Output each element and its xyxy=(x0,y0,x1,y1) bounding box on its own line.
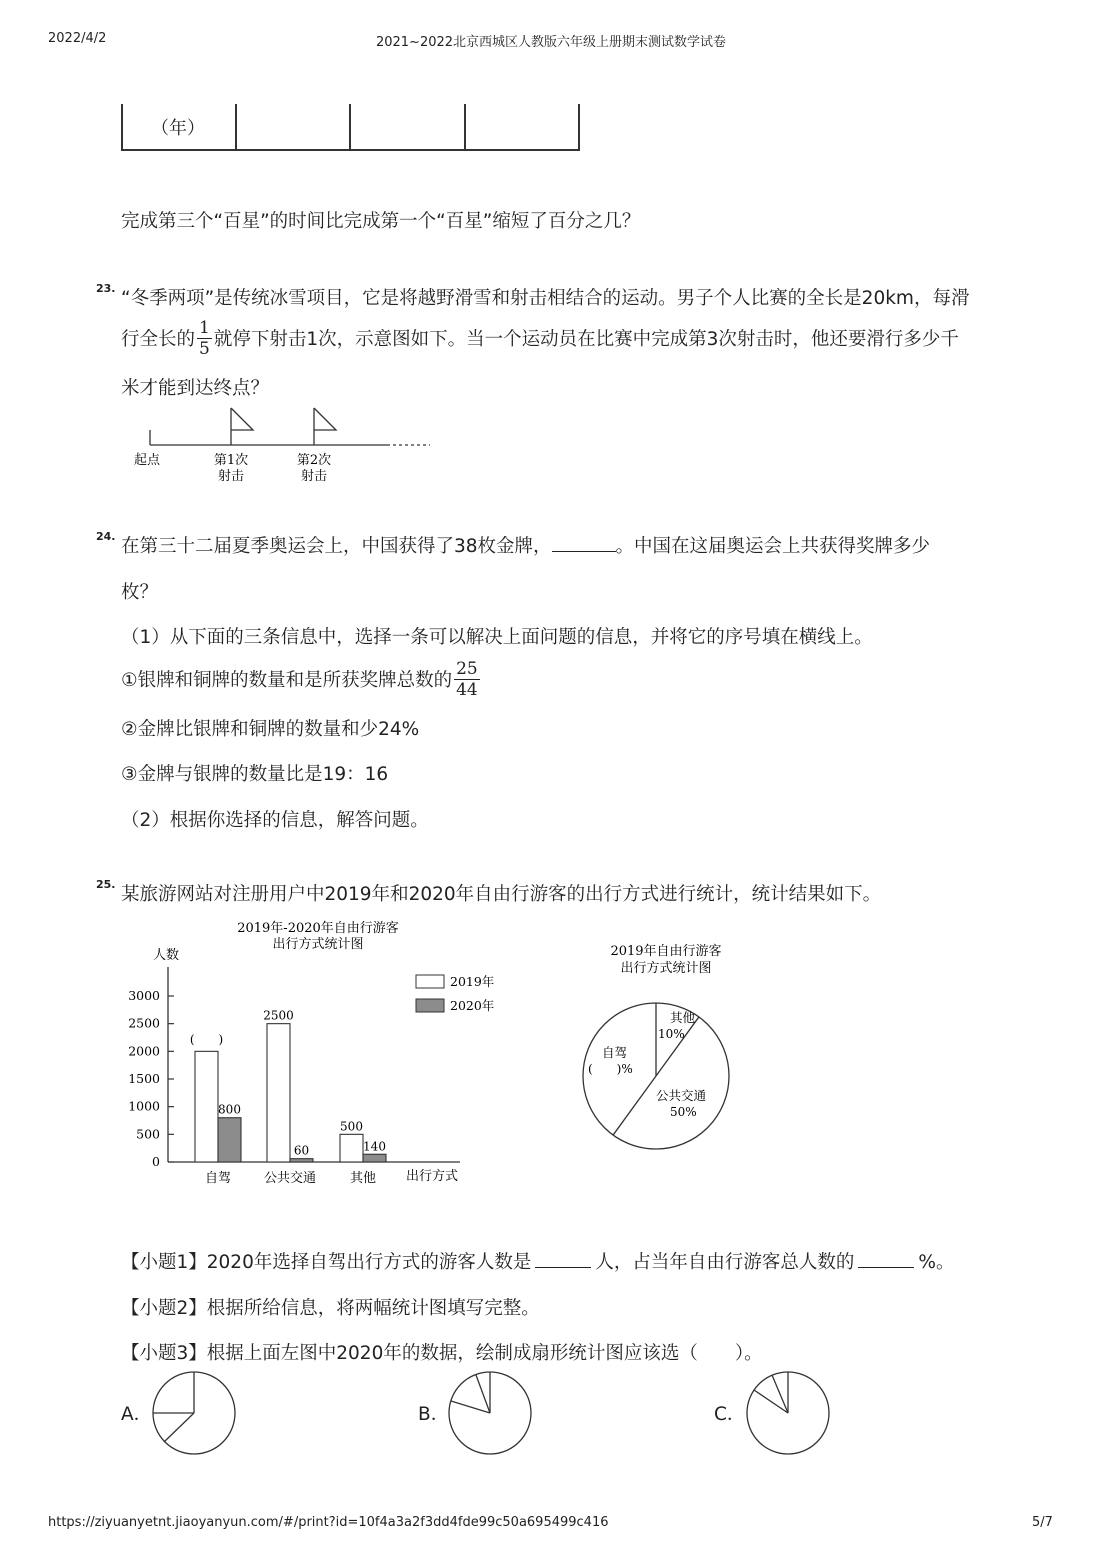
shot1-label-b: 射击 xyxy=(217,469,245,484)
q25-line1: 某旅游网站对注册用户中2019年和2020年自由行游客的出行方式进行统计，统计结果如下。 xyxy=(121,884,882,905)
q23-line2b: 就停下射击1次，示意图如下。当一个运动员在比赛中完成第3次射击时，他还要滑行多少千 xyxy=(213,329,959,350)
table-cell-year: （年） xyxy=(151,118,205,139)
q23-number: 23. xyxy=(96,282,116,295)
q24-part2: （2）根据你选择的信息，解答问题。 xyxy=(121,810,429,831)
pie-value-transit: 50% xyxy=(670,1105,697,1119)
q24-number: 24. xyxy=(96,530,116,543)
page-number: 5/7 xyxy=(1032,1515,1053,1530)
option-b-pie[interactable] xyxy=(446,1370,536,1458)
y-tick-label: 500 xyxy=(136,1126,160,1142)
q25-sub1b: 人，占当年自由行游客总人数的 xyxy=(595,1252,855,1273)
y-tick-label: 2500 xyxy=(128,1015,160,1031)
flag2-icon xyxy=(314,408,336,430)
bar-value-label: ( ) xyxy=(189,1032,224,1047)
pie-label-other: 其他 xyxy=(670,1010,696,1025)
q23-line2 xyxy=(121,316,959,360)
q24-line1a: 在第三十二届夏季奥运会上，中国获得了38枚金牌， xyxy=(121,536,552,557)
legend-swatch-2019 xyxy=(416,975,444,988)
page-title: 2021~2022北京西城区人教版六年级上册期末测试数学试卷 xyxy=(375,35,727,50)
bar-2019年-其他 xyxy=(340,1134,363,1162)
option-a-pie[interactable] xyxy=(150,1370,240,1458)
table-fragment xyxy=(121,104,581,150)
q25-sub1a: 【小题1】2020年选择自驾出行方式的游客人数是 xyxy=(121,1252,532,1273)
q22-question: 完成第三个“百星”的时间比完成第一个“百星”缩短了百分之几？ xyxy=(121,211,641,232)
option-a-label[interactable]: A． xyxy=(121,1404,153,1425)
shot1-label-a: 第1次 xyxy=(213,453,249,468)
biathlon-diagram xyxy=(125,400,445,490)
category-label: 公共交通 xyxy=(263,1171,317,1186)
y-tick-label: 2000 xyxy=(128,1043,160,1059)
legend-swatch-2020 xyxy=(416,999,444,1012)
category-label: 自驾 xyxy=(204,1171,232,1186)
q24-option3: ③金牌与银牌的数量比是19：16 xyxy=(121,764,389,785)
q25-sub1 xyxy=(121,1248,954,1274)
bar-value-label: 140 xyxy=(363,1139,386,1154)
bar-chart-subtitle: 出行方式统计图 xyxy=(272,937,364,952)
pie-value-other: 10% xyxy=(658,1027,685,1041)
q24-option1-text: ①银牌和铜牌的数量和是所获奖牌总数的 xyxy=(121,670,453,691)
option-c-pie[interactable] xyxy=(744,1370,834,1458)
option-c-label[interactable]: C． xyxy=(714,1404,746,1425)
q25-number: 25. xyxy=(96,878,116,891)
sub1-blank-people[interactable] xyxy=(535,1249,591,1268)
q24-option1 xyxy=(121,656,482,702)
sub1-blank-percent[interactable] xyxy=(858,1249,914,1268)
q23-line1: “冬季两项”是传统冰雪项目，它是将越野滑雪和射击相结合的运动。男子个人比赛的全长是20km，每滑 xyxy=(121,288,970,309)
option-b-label[interactable]: B． xyxy=(418,1404,450,1425)
legend-label-2019: 2019年 xyxy=(450,974,495,989)
bar-2020年-公共交通 xyxy=(290,1159,313,1162)
pie-chart-subtitle: 出行方式统计图 xyxy=(620,961,712,976)
pie-value-selfdrive: ( )% xyxy=(588,1062,633,1076)
q25-sub3: 【小题3】根据上面左图中2020年的数据，绘制成扇形统计图应该选（ ）。 xyxy=(121,1343,763,1364)
bar-2019年-自驾 xyxy=(195,1051,218,1162)
q23-line2a: 行全长的 xyxy=(121,329,196,350)
pie-label-transit: 公共交通 xyxy=(656,1088,707,1103)
bar-value-label: 60 xyxy=(293,1143,310,1158)
y-tick-label: 1500 xyxy=(128,1071,160,1086)
fraction-denominator: 44 xyxy=(456,679,478,700)
legend-label-2020: 2020年 xyxy=(450,998,495,1013)
fraction-one-fifth xyxy=(197,318,212,359)
y-axis-label: 人数 xyxy=(152,948,180,963)
bar-chart-title: 2019年-2020年自由行游客 xyxy=(237,921,399,936)
fraction-25-44 xyxy=(454,659,480,700)
start-label: 起点 xyxy=(133,453,161,468)
q23-line3: 米才能到达终点？ xyxy=(121,378,270,399)
shot2-label-b: 射击 xyxy=(300,469,328,484)
fraction-numerator: 25 xyxy=(456,658,478,679)
bar-value-label: 2500 xyxy=(263,1008,294,1023)
q25-sub2: 【小题2】根据所给信息，将两幅统计图填写完整。 xyxy=(121,1298,540,1319)
category-label: 其他 xyxy=(349,1171,377,1186)
flag1-icon xyxy=(231,408,253,430)
x-axis-label: 出行方式 xyxy=(405,1169,459,1184)
bar-2020年-其他 xyxy=(363,1154,386,1162)
y-tick-label: 0 xyxy=(152,1154,160,1169)
fraction-numerator: 1 xyxy=(199,317,210,338)
fraction-denominator: 5 xyxy=(199,338,210,359)
q24-answer-blank[interactable] xyxy=(552,533,616,552)
y-tick-label: 3000 xyxy=(128,988,160,1003)
bar-value-label: 800 xyxy=(218,1102,241,1117)
bar-value-label: 500 xyxy=(340,1119,363,1134)
q24-line1 xyxy=(121,532,930,558)
pie-chart xyxy=(570,938,770,1163)
footer-url: https://ziyuanyetnt.jiaoyanyun.com/#/print?id=10f4a3a2f3dd4fde99c50a695499c416 xyxy=(48,1515,609,1530)
bar-chart xyxy=(120,915,500,1195)
pie-chart-title: 2019年自由行游客 xyxy=(610,944,722,959)
shot2-label-a: 第2次 xyxy=(296,453,332,468)
q24-option2: ②金牌比银牌和铜牌的数量和少24% xyxy=(121,719,420,740)
q24-line1b: 。中国在这届奥运会上共获得奖牌多少 xyxy=(615,536,931,557)
bar-2020年-自驾 xyxy=(218,1118,241,1162)
bar-2019年-公共交通 xyxy=(267,1024,290,1162)
q25-sub1c: %。 xyxy=(918,1252,955,1273)
y-tick-label: 1000 xyxy=(128,1098,160,1114)
q24-line2: 枚？ xyxy=(121,582,159,603)
pie-label-selfdrive: 自驾 xyxy=(602,1045,628,1060)
q24-part1: （1）从下面的三条信息中，选择一条可以解决上面问题的信息，并将它的序号填在横线上。 xyxy=(121,627,873,648)
print-date: 2022/4/2 xyxy=(48,31,107,46)
